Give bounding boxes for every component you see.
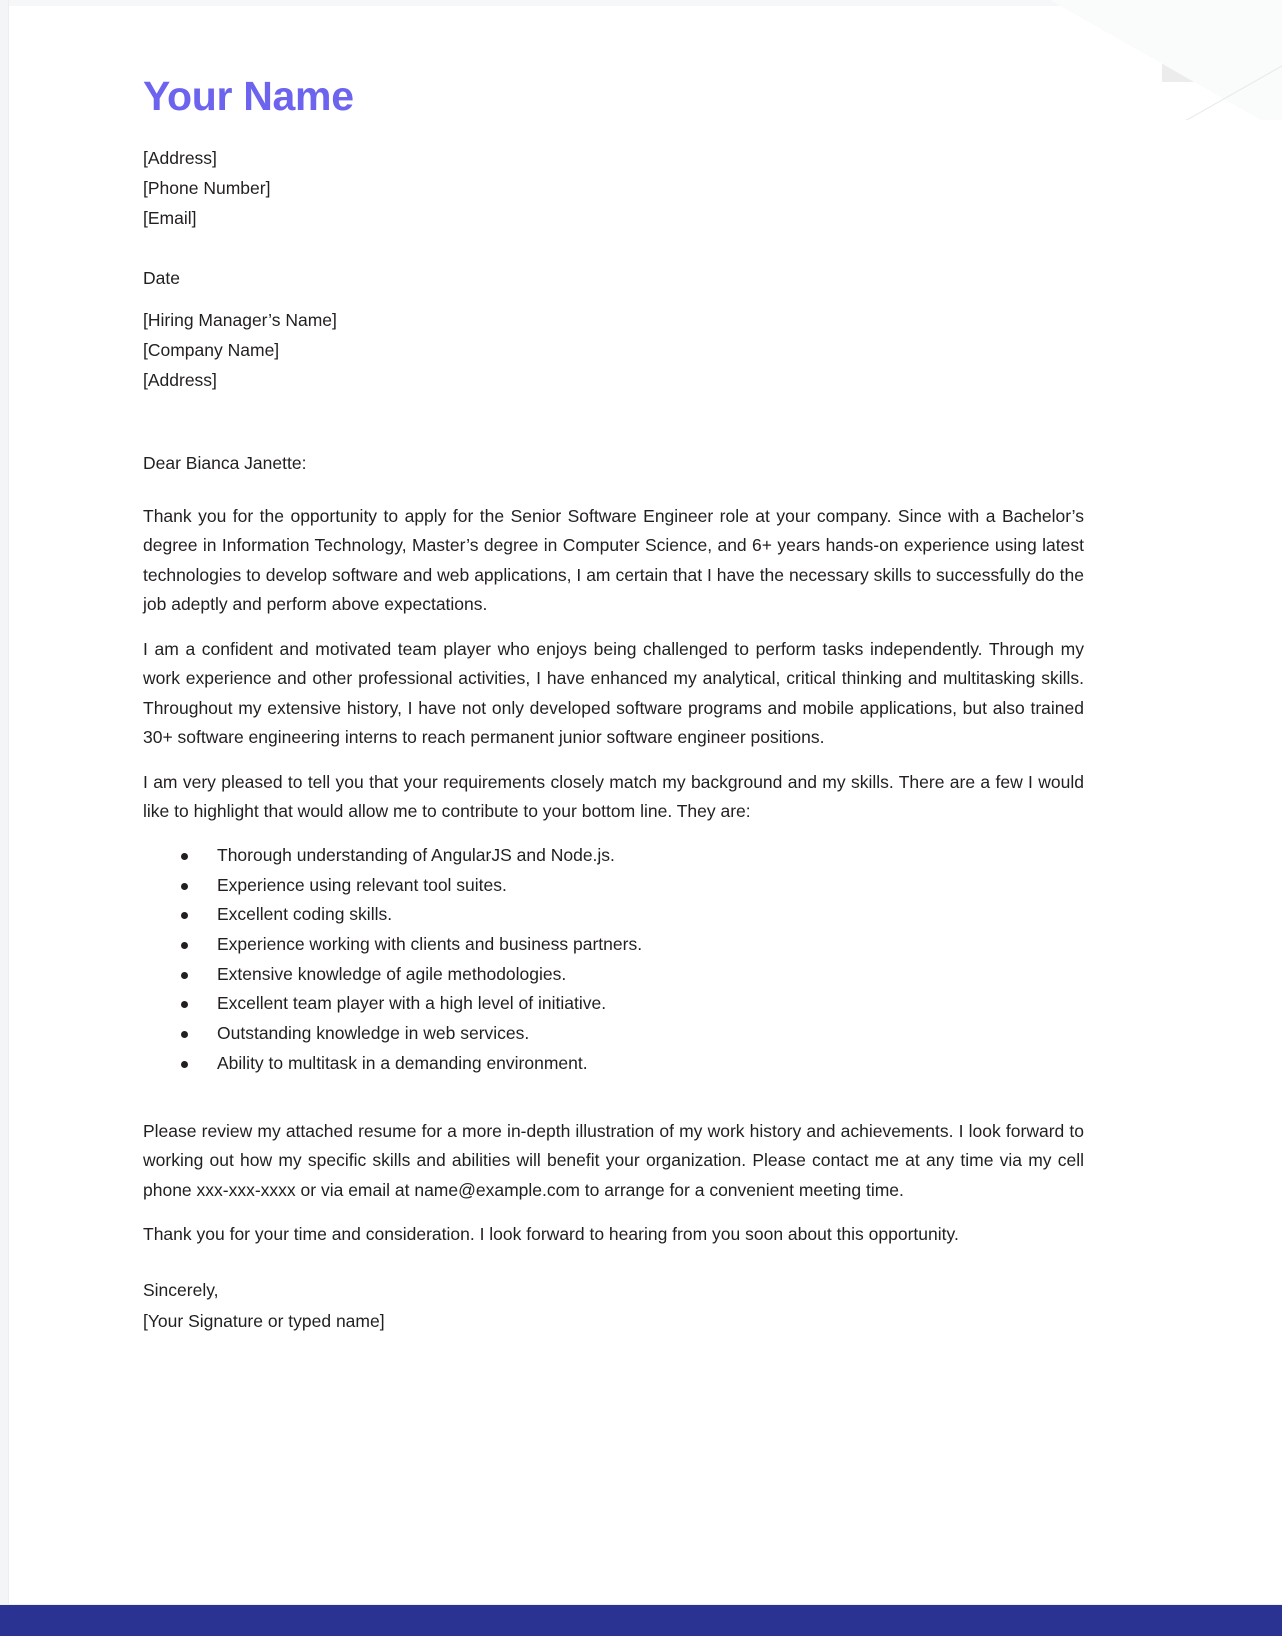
bullet-dot-icon bbox=[181, 1031, 188, 1038]
recipient-block bbox=[143, 305, 1084, 395]
list-item-label: Experience using relevant tool suites. bbox=[217, 874, 507, 895]
list-item-label: Outstanding knowledge in web services. bbox=[217, 1023, 530, 1044]
sender-contact-block bbox=[143, 143, 1084, 233]
list-item bbox=[143, 989, 1084, 1019]
list-item-label: Ability to multitask in a demanding environment. bbox=[217, 1052, 588, 1073]
bullet-dot-icon bbox=[181, 942, 188, 949]
letter-content bbox=[143, 0, 1084, 1336]
list-item-label: Excellent coding skills. bbox=[217, 904, 393, 925]
bullet-dot-icon bbox=[181, 972, 188, 979]
paragraph-1: Thank you for the opportunity to apply for the Senior Software Engineer role at your company. Since with a Bachelor’s degree in Information Technology, Master’s degree in Computer Science, and 6+ years hands-on experience using latest technologies to develop software and web applications, I am certain that I have the necessary skills to successfully do the job adeptly and perform above expectations. bbox=[143, 505, 1084, 615]
paragraph-5: Thank you for your time and consideration. I look forward to hearing from you soon about this opportunity. bbox=[143, 1224, 959, 1245]
bullet-dot-icon bbox=[181, 883, 188, 890]
list-item bbox=[143, 900, 1084, 930]
list-item bbox=[143, 841, 1084, 871]
salutation: Dear Bianca Janette: bbox=[143, 452, 307, 473]
bullet-dot-icon bbox=[181, 912, 188, 919]
paragraph-2: I am a confident and motivated team player who enjoys being challenged to perform tasks independently. Through my work experience and other professional activities, I have enhanced my analytical, critical thinking and multitasking skills. Throughout my extensive history, I have not only developed software programs and mobile applications, but also trained 30+ software engineering interns to reach permanent junior software engineer positions. bbox=[143, 638, 1084, 748]
corner-fold-triangle bbox=[1050, 0, 1282, 120]
list-item-label: Experience working with clients and business partners. bbox=[217, 934, 643, 955]
paragraph-4: Please review my attached resume for a more in-depth illustration of my work history and achievements. I look forward to working out how my specific skills and abilities will benefit your organization. Please contact me at any time via my cell phone xxx-xxx-xxxx or via email at name@example.com to arrange for a convenient meeting time. bbox=[143, 1120, 1084, 1200]
corner-shadow-block bbox=[1162, 0, 1282, 82]
recipient-manager-name: [Hiring Manager’s Name] bbox=[143, 309, 337, 330]
recipient-company-name: [Company Name] bbox=[143, 339, 280, 360]
qualifications-list bbox=[143, 841, 1084, 1079]
list-item bbox=[143, 930, 1084, 960]
list-item-label: Extensive knowledge of agile methodologies. bbox=[217, 963, 567, 984]
letter-date: Date bbox=[143, 267, 180, 288]
signature-placeholder: [Your Signature or typed name] bbox=[143, 1310, 385, 1331]
list-item bbox=[143, 1049, 1084, 1079]
page-left-edge bbox=[0, 0, 9, 1605]
bullet-dot-icon bbox=[181, 1061, 188, 1068]
bullet-dot-icon bbox=[181, 853, 188, 860]
recipient-address: [Address] bbox=[143, 369, 217, 390]
list-item-label: Thorough understanding of AngularJS and Node.js. bbox=[217, 844, 615, 865]
list-item bbox=[143, 871, 1084, 901]
sender-email: [Email] bbox=[143, 207, 197, 228]
corner-fold-line bbox=[1050, 62, 1282, 120]
list-item bbox=[143, 960, 1084, 990]
paragraph-3: I am very pleased to tell you that your requirements closely match my background and my skills. There are a few I would like to highlight that would allow me to contribute to your bottom line. They are: bbox=[143, 771, 1084, 822]
bullet-dot-icon bbox=[181, 1001, 188, 1008]
sender-address: [Address] bbox=[143, 147, 217, 168]
footer-accent-bar bbox=[0, 1605, 1282, 1636]
list-item-label: Excellent team player with a high level of initiative. bbox=[217, 993, 607, 1014]
folded-corner-decoration bbox=[1050, 0, 1282, 120]
page-title: Your Name bbox=[143, 73, 354, 119]
list-item bbox=[143, 1019, 1084, 1049]
sign-off: Sincerely, bbox=[143, 1279, 219, 1300]
sender-phone: [Phone Number] bbox=[143, 177, 271, 198]
